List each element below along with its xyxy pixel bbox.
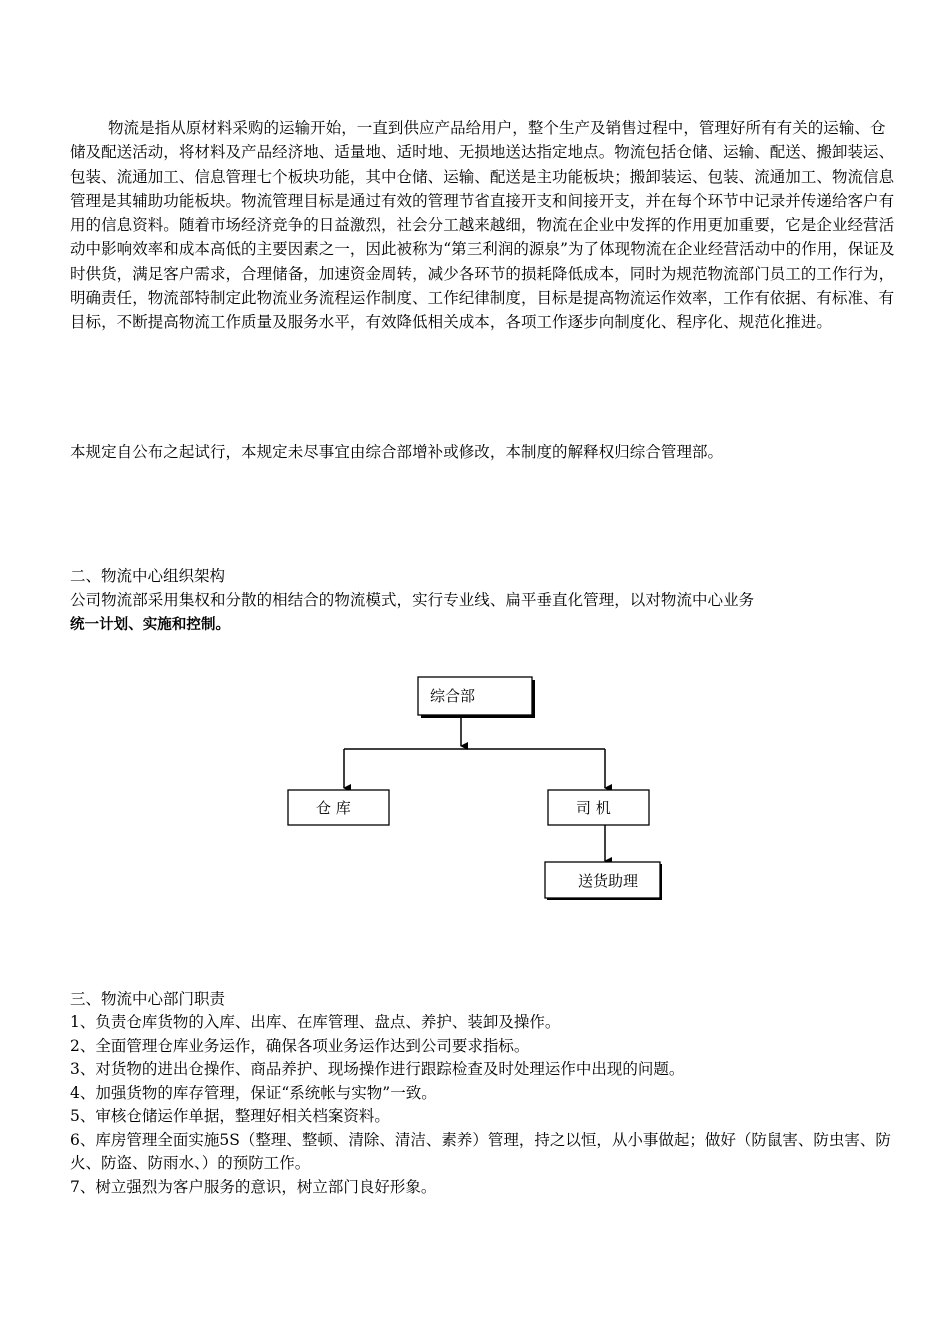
section2-body: [70, 588, 900, 638]
intro-paragraph: 物流是指从原材料采购的运输开始，一直到供应产品给用户，整个生产及销售过程中，管理好所有有关的运输、仓储及配送活动，将材料及产品经济地、适量地、适时地、无损地送达指定地点。物流包括仓储、运输、配送、搬卸装运、包装、流通加工、信息管理七个板块功能，其中仓储、运输、配送是主功能板块；搬卸装运、包装、流通加工、物流信息管理是其辅助功能板块。物流管理目标是通过有效的管理节省直接开支和间接开支，并在每个环节中记录并传递给客户有用的信息资料。随着市场经济竞争的日益激烈，社会分工越来越细，物流在企业中发挥的作用更加重要，它是企业经营活动中影响效率和成本高低的主要因素之一，因此被称为“第三利润的源泉”为了体现物流在企业经营活动中的作用，保证及时供货，满足客户需求，合理储备，加速资金周转，减少各环节的损耗降低成本，同时为规范物流部门员工的工作行为，明确责任，物流部特制定此物流业务流程运作制度、工作纪律制度，目标是提高物流运作效率，工作有依据、有标准、有目标，不断提高物流工作质量及服务水平，有效降低相关成本，各项工作逐步向制度化、程序化、规范化推进。: [70, 119, 895, 332]
section2-body-tail: 统一计划、实施和控制。: [70, 617, 231, 634]
duty-item-2: 2、全面管理仓库业务运作，确保各项业务运作达到公司要求指标。: [70, 1036, 530, 1055]
duty-item-4: 4、加强货物的库存管理，保证“系统帐与实物”一致。: [70, 1083, 437, 1102]
left-node-label: 仓 库: [316, 799, 351, 817]
trial-clause: 本规定自公布之起试行，本规定未尽事宜由综合部增补或修改，本制度的解释权归综合管理部。: [70, 443, 724, 461]
right-node-label: 司 机: [576, 799, 611, 817]
section2-heading: 二、物流中心组织架构: [70, 567, 226, 585]
duty-item-3: 3、对货物的进出仓操作、商品养护、现场操作进行跟踪检查及时处理运作中出现的问题。: [70, 1060, 685, 1078]
duty-item-6: 6、库房管理全面实施5S（整理、整顿、清除、清洁、素养）管理，持之以恒，从小事做起；做好（防鼠害、防虫害、防火、防盗、防雨水、）的预防工作。: [70, 1130, 891, 1172]
section2-body-main: 公司物流部采用集权和分散的相结合的物流模式，实行专业线、扁平垂直化管理，以对物流中心业务: [70, 591, 755, 609]
top-node-label: 综合部: [430, 687, 476, 705]
duties-list: [70, 1011, 900, 1199]
duty-item-7: 7、树立强烈为客户服务的意识，树立部门良好形象。: [70, 1177, 437, 1196]
sub-node-label: 送货助理: [578, 872, 639, 890]
org-chart: [280, 668, 680, 908]
section3-heading: 三、物流中心部门职责: [70, 990, 226, 1008]
duty-item-1: 1、负责仓库货物的入库、出库、在库管理、盘点、养护、装卸及操作。: [70, 1013, 561, 1031]
duty-item-5: 5、审核仓储运作单据，整理好相关档案资料。: [70, 1107, 390, 1125]
